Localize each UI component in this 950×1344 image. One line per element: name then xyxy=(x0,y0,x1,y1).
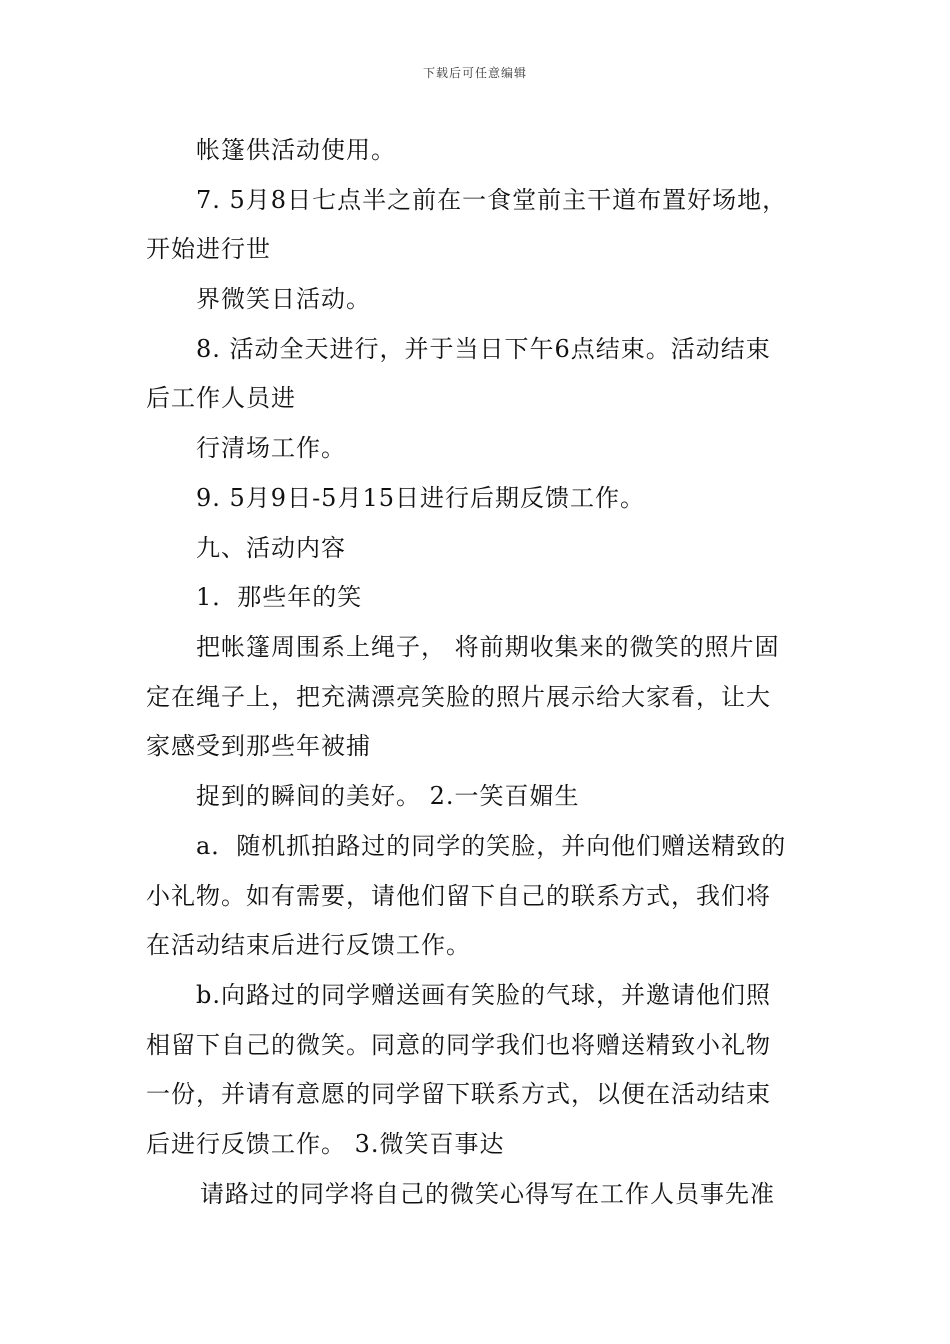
text-line: 9. 5月9日-5月15日进行后期反馈工作。 xyxy=(196,484,645,512)
text-line: 8. 活动全天进行，并于当日下午6点结束。活动结束 xyxy=(196,335,771,363)
text-line: 开始进行世 xyxy=(146,235,271,263)
text-line: 行清场工作。 xyxy=(196,434,346,462)
text-line: 定在绳子上，把充满漂亮笑脸的照片展示给大家看，让大 xyxy=(146,683,771,711)
text-line: 界微笑日活动。 xyxy=(196,285,371,313)
text-line: a．随机抓拍路过的同学的笑脸，并向他们赠送精致的 xyxy=(196,832,787,860)
text-line: 后进行反馈工作。 3.微笑百事达 xyxy=(146,1130,505,1158)
text-line: 一份，并请有意愿的同学留下联系方式，以便在活动结束 xyxy=(146,1080,771,1108)
text-line: 请路过的同学将自己的微笑心得写在工作人员事先准 xyxy=(200,1180,775,1208)
page-header: 下载后可任意编辑 xyxy=(422,66,527,80)
subsection-heading: 1．那些年的笑 xyxy=(196,583,363,611)
text-line: 家感受到那些年被捕 xyxy=(146,732,371,760)
section-heading: 九、活动内容 xyxy=(196,534,346,562)
text-line: 小礼物。如有需要，请他们留下自己的联系方式，我们将 xyxy=(146,882,771,910)
text-line: 捉到的瞬间的美好。 2.一笑百媚生 xyxy=(196,782,580,810)
text-line: 7. 5月8日七点半之前在一食堂前主干道布置好场地， xyxy=(196,186,788,214)
text-line: 后工作人员进 xyxy=(146,384,296,412)
text-line: 把帐篷周围系上绳子， 将前期收集来的微笑的照片固 xyxy=(196,633,780,661)
text-line: 相留下自己的微笑。同意的同学我们也将赠送精致小礼物 xyxy=(146,1031,771,1059)
text-line: 在活动结束后进行反馈工作。 xyxy=(146,931,471,959)
text-line: 帐篷供活动使用。 xyxy=(196,136,396,164)
text-line: b.向路过的同学赠送画有笑脸的气球，并邀请他们照 xyxy=(196,981,771,1009)
